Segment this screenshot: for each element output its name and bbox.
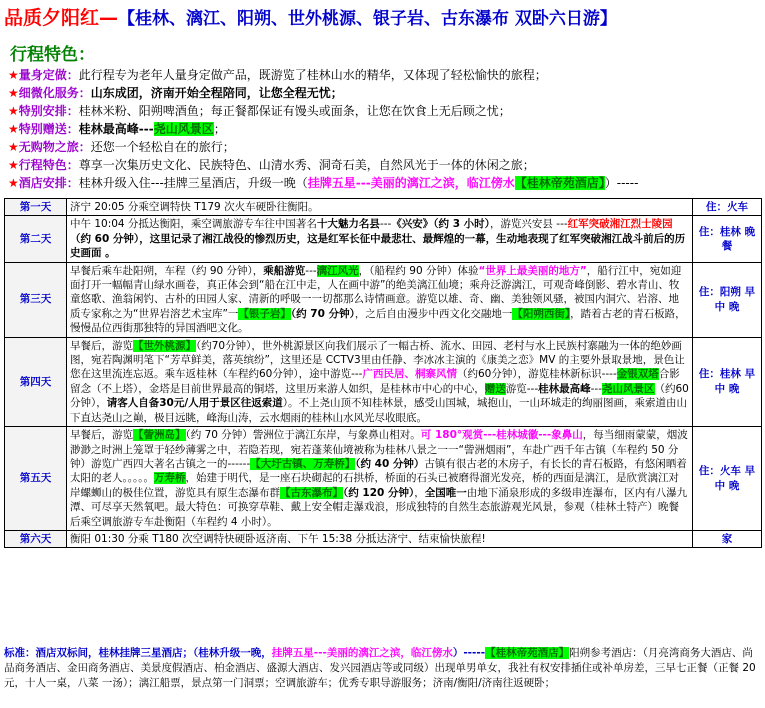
description-segment: 漓江风光: [316, 264, 359, 277]
description-segment: ---: [379, 218, 392, 231]
feature-text: 尊享一次集历史文化、民族特色、山清水秀、洞奇石美，自然风光于一体的休闲之旅；: [78, 158, 535, 172]
stay-meals: 住：桂林 早 中 晚: [693, 337, 762, 426]
feature-item: [8, 174, 760, 192]
description-segment: 合影留念（不上塔），金塔是目前世界最高的铜塔，这里历来游人如织，是桂林市中心的中心，: [70, 368, 680, 395]
description-segment: 【银子岩】: [238, 307, 291, 320]
day-label: 第一天: [5, 199, 67, 216]
description-segment: 游览---: [505, 382, 539, 395]
stay-meals: 住：火车 早 中 晚: [693, 427, 762, 531]
description-segment: （约70分钟），世外桃源景区向我们展示了一幅古桥、流水、田园、老村与水上民族村寨融为一体的绝妙画图，宛若陶渊明笔下“芳草鲜美，落英缤纷”，这里还是 CCTV3里由任静、李冰冰主演的《康美之恋》MV 的主要外景取景地，景色让您在这里流连忘返。乘车返桂林（车程约60分钟），途中游览---: [70, 339, 685, 381]
description-segment: 金银双塔: [616, 368, 659, 381]
footer-segment: 【桂林帝苑酒店】: [485, 647, 570, 659]
feature-label: 特别安排：: [18, 104, 79, 118]
description-segment: 赠送: [484, 382, 506, 395]
description-segment: 万寿桥: [154, 472, 186, 485]
footer-segment: ）-----: [452, 647, 486, 659]
footer-segment: 酒店双标间，桂林挂牌三星酒店；: [35, 647, 193, 659]
description-segment: 中午 10:04 分抵达衡阳，乘空调旅游专车往中国著名: [70, 218, 317, 231]
title-prefix: 品质夕阳红—: [4, 7, 119, 29]
star-icon: ★: [8, 86, 19, 100]
footer-segment: 标准：: [4, 647, 36, 659]
description-segment: 红军突破湘江烈士陵园: [567, 218, 673, 231]
feature-item: [8, 66, 760, 84]
description-segment: （约 70 分钟）: [290, 307, 355, 320]
footer-segment: 阳朔参考酒店：（月亮湾商务大酒店、尚品商务酒店、金田商务酒店、美景度假酒店、柏金酒店、盛源大酒店、发兴园酒店等或同级）出现单男单女，我社有权安排插住或补单房差，三早七正餐（正餐 20 元，十人一桌，八菜 一汤）；漓江船票，景点第一门洞票；空调旅游车；优秀专职导游服务；济南/衡阳/济南往返硬卧；: [4, 647, 756, 689]
features-heading: 行程特色：: [10, 45, 95, 65]
description-segment: （约 120 分钟）: [343, 486, 415, 499]
feature-item: [8, 102, 760, 120]
star-icon: ★: [8, 122, 19, 136]
description-segment: 乘船游览: [263, 264, 306, 277]
standards-note: [4, 646, 761, 691]
table-row: [5, 199, 762, 216]
day-label: 第六天: [5, 530, 67, 547]
description-segment: ，这里记录了湘江战役的惨烈历史，这是红军长征中最悲壮、最辉煌的一幕，生动地表现了红军突破湘江战斗前后的历史画面 。: [70, 232, 686, 260]
star-icon: ★: [8, 104, 19, 118]
description-segment: ，船行江中，宛如迎面打开一幅幅青山绿水画卷，真正体会到“船在江中走，人在画中游”的绝美漓江仙境；乘舟泛游漓江，可观奇峰倒影、碧水青山、牧童悠歌、渔翁闲钓、古朴的田园人家、清新的呼吸一一切都那么诗情画意。游览以雄、奇、幽、美独领风骚，被国内洞穴、岩溶、地质专家称之为“世界岩溶艺术宝库”一: [70, 264, 682, 320]
feature-item: [8, 84, 760, 102]
description-segment: 【阳朔西街】: [512, 307, 571, 320]
description-segment: 早餐后，游览: [70, 339, 133, 352]
table-row: [5, 427, 762, 531]
feature-label: 无购物之旅：: [18, 140, 91, 154]
table-row: [5, 337, 762, 426]
feature-text: 桂林升级入住---挂牌三星酒店，升级一晚（: [78, 176, 308, 190]
feature-label: 行程特色：: [18, 158, 79, 172]
description-segment: 广西民居、桐寨风情: [362, 368, 457, 381]
stay-meals: 住：桂林 晚 餐: [693, 216, 762, 262]
star-icon: ★: [8, 68, 19, 82]
description-segment: （约 60 分钟）: [70, 232, 140, 245]
description-segment: ，每当细雨蒙蒙，烟波渺渺之时洲上笼罩于轻纱薄雾之中，若隐若现，宛若蓬莱仙境被称为桂林八景之一一“訾洲烟雨”，车赴广西千年古镇（车程约 50 分钟）游览广西四大著名古镇之一的------: [70, 429, 688, 470]
description-segment: 济宁 20:05 分乘空调特快 T179 次火车硬卧往衡阳。: [70, 201, 319, 213]
page-title: [4, 4, 764, 32]
description-segment: ---: [305, 264, 317, 277]
footer-segment: 挂牌五星---美丽的漓江之滨，临江傍水: [271, 647, 453, 659]
description-segment: ，（船程约 90 分钟）体验: [358, 264, 479, 277]
day-description: [67, 427, 693, 531]
description-segment: ，: [414, 486, 425, 499]
feature-label: 细微化服务：: [18, 86, 91, 100]
description-segment: 尧山风景区: [602, 382, 655, 395]
feature-text: 桂林米粉、阳朔啤酒鱼；每正餐都保证有馒头或面条，让您在饮食上无后顾之忧；: [78, 104, 511, 118]
description-segment: （约60分钟），游览桂林新标识----: [456, 368, 617, 381]
description-segment: ---: [590, 382, 602, 395]
description-segment: ，之后自由漫步中西文化交融地一: [354, 307, 513, 320]
star-icon: ★: [8, 176, 19, 190]
description-segment: （约 40 分钟）: [355, 457, 425, 470]
feature-label: 酒店安排：: [18, 176, 79, 190]
description-segment: 【世外桃源】: [133, 339, 196, 352]
feature-highlight: 尧山风景区: [153, 122, 214, 136]
description-segment: 可 180°观赏---桂林城徽---象鼻山: [420, 429, 583, 442]
description-segment: 早餐后，游览: [70, 429, 133, 442]
title-route: 【桂林、漓江、阳朔、世外桃源、银子岩、古东瀑布 双卧六日游】: [118, 9, 617, 29]
description-segment: 桂林最高峰: [538, 382, 591, 395]
footer-segment: （桂林升级一晚，: [193, 647, 272, 659]
feature-text: 还您一个轻松自在的旅行；: [90, 140, 235, 154]
description-segment: （约 70 分钟）訾洲位于漓江东岸，与象鼻山相对。: [185, 429, 421, 442]
feature-item: [8, 138, 760, 156]
features-list: [8, 66, 760, 192]
description-segment: 早餐后乘车赴阳朔，车程（约 90 分钟），: [70, 264, 264, 277]
day-label: 第三天: [5, 262, 67, 337]
day-description: [67, 199, 693, 216]
description-segment: ，游览兴安县 ---: [489, 218, 568, 231]
feature-highlight: 【桂林帝苑酒店】: [514, 176, 605, 190]
table-row: [5, 216, 762, 262]
feature-after: ）-----: [604, 176, 639, 190]
stay-meals: 住：火车: [693, 199, 762, 216]
day-description: [67, 262, 693, 337]
description-segment: 【訾洲岛】: [133, 429, 186, 442]
day-label: 第四天: [5, 337, 67, 426]
description-segment: 【古东瀑布】: [280, 486, 343, 499]
day-label: 第二天: [5, 216, 67, 262]
description-segment: ，踏着古老的青石板路，慢慢品位西街那独特的异国酒吧文化。: [70, 307, 686, 335]
day-description: [67, 337, 693, 426]
feature-item: [8, 156, 760, 174]
table-row: [5, 530, 762, 547]
description-segment: 由地下涌泉形成的多级串连瀑布，区内有八瀑九潭、可尽享天然氧吧。最大特色：可换穿草鞋、戴上安全帽走瀑戏浪，形成独特的自然生态旅游观光风景，参观（桂林土特产）晚餐后乘空调旅游专车赴衡阳（车程约 4 小时）。: [70, 486, 688, 528]
day-description: [67, 216, 693, 262]
description-segment: （约60分钟），: [70, 382, 689, 410]
day-label: 第五天: [5, 427, 67, 531]
feature-after: ；: [213, 122, 226, 136]
description-segment: 【大圩古镇、万寿桥】: [250, 457, 356, 470]
description-segment: 请客人自备30元/人用于景区往返索道: [106, 397, 283, 410]
description-segment: 《兴安》（约 3 小时）: [391, 218, 490, 231]
table-row: [5, 262, 762, 337]
feature-label: 量身定做：: [18, 68, 79, 82]
star-icon: ★: [8, 158, 19, 172]
star-icon: ★: [8, 140, 19, 154]
description-segment: “世界上最美丽的地方”: [478, 264, 587, 277]
description-segment: ）。不上尧山顶不知桂林景，感受山国城，城抱山，一山环城走的绚丽图画，乘索道由山下直达尧山之巅，极目远眺，峰海山涛，云水烟雨的桂林山水风光尽收眼底。: [70, 397, 687, 424]
description-segment: 古镇有很古老的木房子，有长长的青石板路，有悠闲晒着太阳的老人。。。。。: [70, 457, 687, 485]
feature-item: [8, 120, 760, 138]
stay-meals: 住：阳朔 早 中 晚: [693, 262, 762, 337]
day-description: [67, 530, 693, 547]
stay-meals: 家: [693, 530, 762, 547]
itinerary-table: [4, 198, 762, 548]
description-segment: ，始建于明代，是一座石块砌起的石拱桥，桥面的石头已被磨得溜光发亮，桥的西面是漓江，是欣赏漓江对岸螺蛳山的极佳位置，游览具有原生态瀑布群: [70, 472, 679, 499]
feature-bold: 山东成团，济南开始全程陪同，让您全程无忧；: [90, 86, 343, 100]
feature-text: 此行程专为老年人量身定做产品，既游览了桂林山水的精华，又体现了轻松愉快的旅程；: [78, 68, 547, 82]
feature-magenta: 挂牌五星---美丽的漓江之滨，临江傍水: [307, 176, 515, 190]
description-segment: 衡阳 01:30 分乘 T180 次空调特快硬卧返济南、下午 15:38 分抵达济宁、结束愉快旅程!: [70, 532, 486, 545]
feature-bold: 桂林最高峰---: [78, 122, 154, 136]
feature-label: 特别赠送：: [18, 122, 79, 136]
description-segment: 十大魅力名县: [316, 218, 380, 231]
description-segment: 全国唯一: [424, 486, 467, 499]
